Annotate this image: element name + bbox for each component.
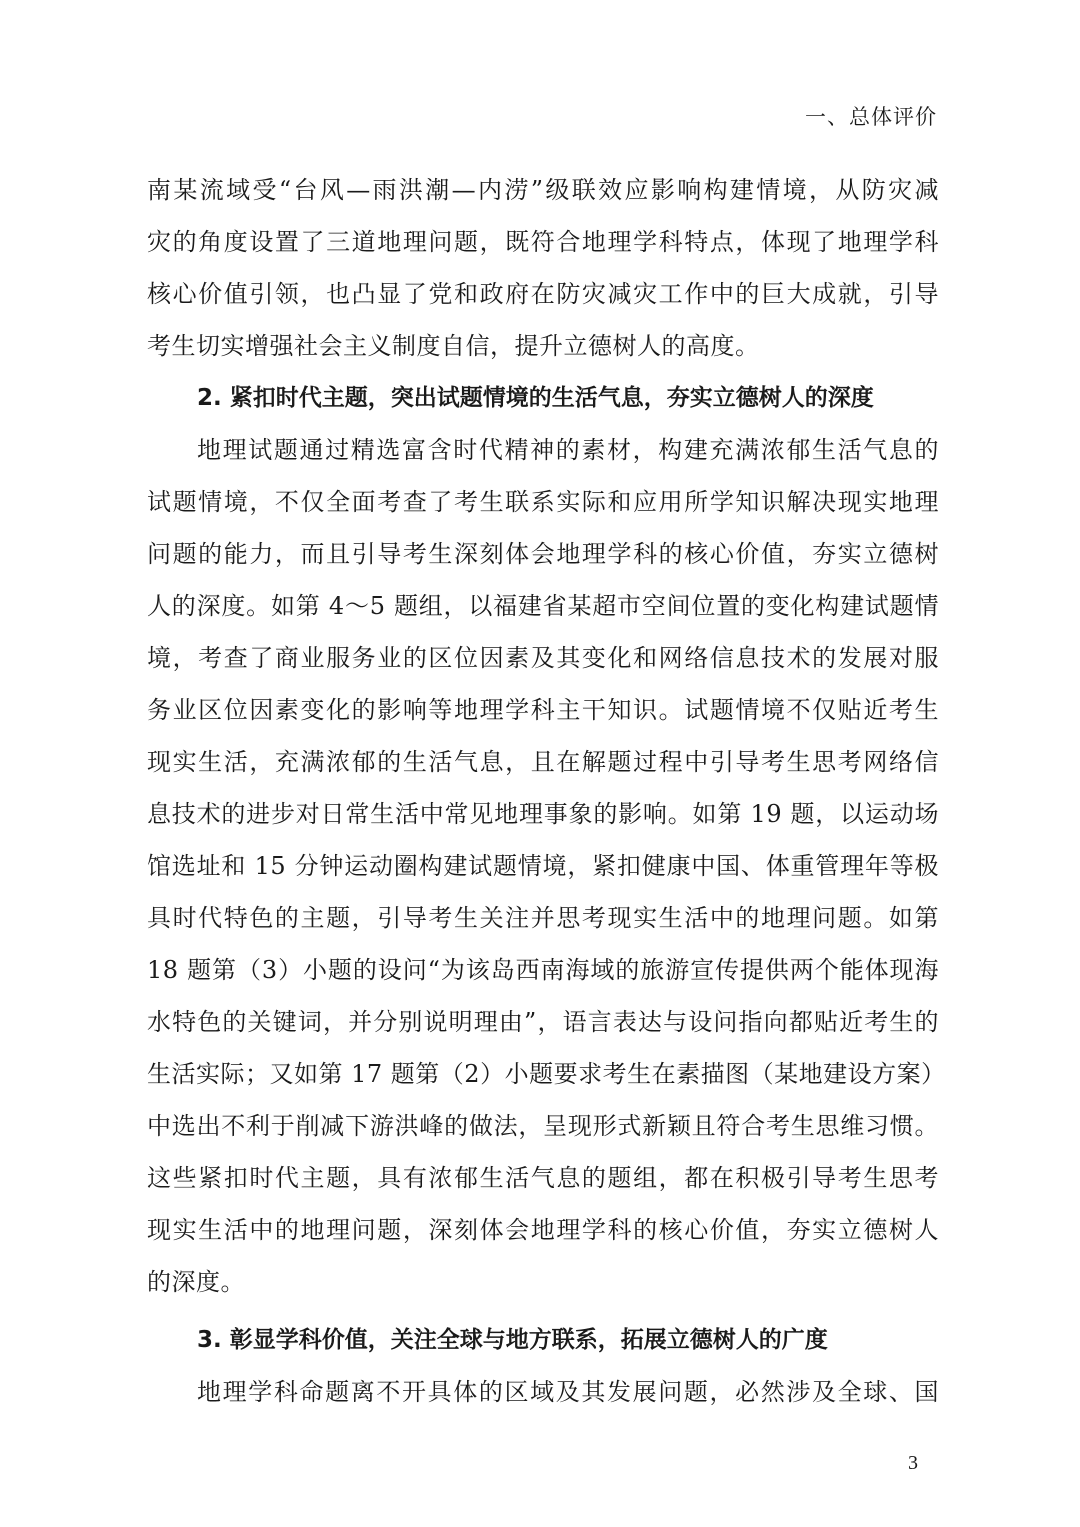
text-line: 馆选址和 15 分钟运动圈构建试题情境，紧扣健康中国、体重管理年等极 [147, 852, 939, 880]
text-line: 中选出不利于削减下游洪峰的做法，呈现形式新颖且符合考生思维习惯。 [147, 1112, 939, 1140]
text-line: 生活实际；又如第 17 题第（2）小题要求考生在素描图（某地建设方案） [147, 1060, 946, 1088]
paragraph [147, 164, 939, 372]
page-number: 3 [908, 1452, 918, 1474]
section-heading-3: 3. 彰显学科价值，关注全球与地方联系，拓展立德树人的广度 [197, 1327, 828, 1353]
text-line: 地理试题通过精选富含时代精神的素材，构建充满浓郁生活气息的 [197, 436, 939, 464]
body-text [147, 164, 946, 1418]
text-line: 18 题第（3）小题的设问“为该岛西南海域的旅游宣传提供两个能体现海 [147, 956, 939, 984]
running-header: 一、总体评价 [805, 105, 937, 129]
text-line: 考生切实增强社会主义制度自信，提升立德树人的高度。 [147, 332, 760, 360]
text-line: 务业区位因素变化的影响等地理学科主干知识。试题情境不仅贴近考生 [147, 696, 939, 724]
paragraph [147, 1366, 939, 1418]
text-line: 问题的能力，而且引导考生深刻体会地理学科的核心价值，夯实立德树 [147, 540, 939, 568]
text-line: 地理学科命题离不开具体的区域及其发展问题，必然涉及全球、国 [197, 1378, 939, 1406]
section-heading-2: 2. 紧扣时代主题，突出试题情境的生活气息，夯实立德树人的深度 [197, 385, 874, 411]
text-line: 现实生活，充满浓郁的生活气息，且在解题过程中引导考生思考网络信 [147, 748, 939, 776]
text-line: 水特色的关键词，并分别说明理由”，语言表达与设问指向都贴近考生的 [147, 1008, 939, 1036]
text-line: 核心价值引领，也凸显了党和政府在防灾减灾工作中的巨大成就，引导 [147, 280, 939, 308]
text-line: 灾的角度设置了三道地理问题，既符合地理学科特点，体现了地理学科 [147, 228, 939, 256]
text-line: 的深度。 [147, 1268, 245, 1296]
text-line: 南某流域受“台风—雨洪潮—内涝”级联效应影响构建情境，从防灾减 [147, 176, 939, 204]
text-line: 息技术的进步对日常生活中常见地理事象的影响。如第 19 题，以运动场 [147, 800, 939, 828]
text-line: 现实生活中的地理问题，深刻体会地理学科的核心价值，夯实立德树人 [147, 1216, 939, 1244]
paragraph [147, 424, 946, 1308]
text-line: 试题情境，不仅全面考查了考生联系实际和应用所学知识解决现实地理 [147, 488, 939, 516]
text-line: 具时代特色的主题，引导考生关注并思考现实生活中的地理问题。如第 [147, 904, 939, 932]
text-line: 人的深度。如第 4～5 题组，以福建省某超市空间位置的变化构建试题情 [147, 592, 939, 620]
text-line: 境，考查了商业服务业的区位因素及其变化和网络信息技术的发展对服 [147, 644, 939, 672]
text-line: 这些紧扣时代主题，具有浓郁生活气息的题组，都在积极引导考生思考 [147, 1164, 939, 1192]
